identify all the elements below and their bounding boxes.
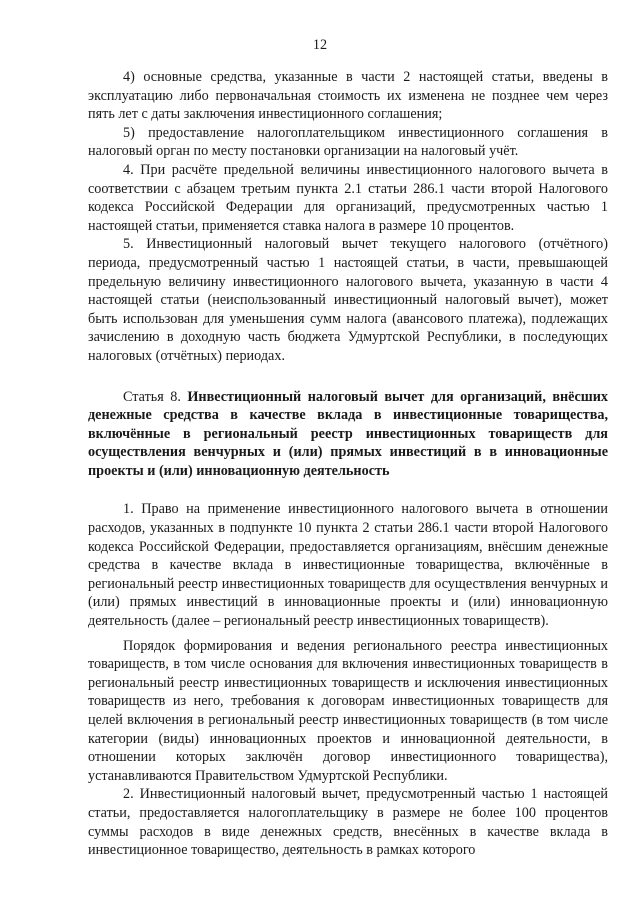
paragraph-registry-procedure: Порядок формирования и ведения регионального реестра инвестиционных товариществ, в том числе основания для включения инвестиционных товариществ в региональный реестр инвестиционных товариществ и исключения инвестиционных товариществ из него, требования к договорам инвестиционных товариществ для целей включения в региональный реестр инвестиционных товариществ (в том числе категории (виды) инновационных проектов и инновационной деятельности, в отношении которых заключён договор инвестиционного товарищества), устанавливаются Правительством Удмуртской Республики. [88,637,608,784]
paragraph-item-5: 5) предоставление налогоплательщиком инвестиционного соглашения в налоговый орган по месту постановки организации на налоговый учёт. [88,124,608,160]
paragraph-item-4: 4) основные средства, указанные в части 2 настоящей статьи, введены в эксплуатацию либо первоначальная стоимость их изменена не позднее чем через пять лет с даты заключения инвестиционного соглашения; [88,69,608,123]
paragraph-article-part-1: 1. Право на применение инвестиционного налогового вычета в отношении расходов, указанных в подпункте 10 пункта 2 статьи 286.1 части второй Налогового кодекса Российской Федерации, предоставляется организациям, внёсшим денежные средства в качестве вклада в инвестиционные товарищества, включённые в региональный реестр инвестиционных товариществ для осуществления венчурных и (или) прямых инвестиций в инновационные проекты и (или) инновационную деятельность (далее – региональный реестр инвестиционных товариществ). [88,501,608,630]
article-heading [88,388,608,481]
document-body [88,68,608,860]
paragraph-part-4: 4. При расчёте предельной величины инвестиционного налогового вычета в соответствии с абзацем третьим пункта 2.1 статьи 286.1 части второй Налогового кодекса Российской Федерации для организаций, предусмотренных частью 1 настоящей статьи, применяется ставка налога в размере 10 процентов. [88,161,608,234]
article-label: Статья 8. [123,388,181,405]
article-title: Инвестиционный налоговый вычет для организаций, внёсших денежные средства в качестве вклада в инвестиционные товарищества, включённые в региональный реестр инвестиционных товариществ для осуществления венчурных и (или) прямых инвестиций в в инновационные проекты и (или) инновационную деятельность [88,388,609,479]
page-number: 12 [312,37,328,53]
paragraph-part-5: 5. Инвестиционный налоговый вычет текущего налогового (отчётного) периода, предусмотренный частью 1 настоящей статьи, в части, превышающей предельную величину инвестиционного налогового вычета, указанную в части 4 настоящей статьи (неиспользованный инвестиционный налоговый вычет), может быть использован для уменьшения сумм налога (авансового платежа), подлежащих зачислению в доходную часть бюджета Удмуртской Республики, в последующих налоговых (отчётных) периодах. [88,236,608,364]
paragraph-article-part-2: 2. Инвестиционный налоговый вычет, предусмотренный частью 1 настоящей статьи, предоставляется налогоплательщику в размере не более 100 процентов суммы расходов в виде денежных средств, внесённых в качестве вклада в инвестиционное товарищество, деятельность в рамках которого [88,786,608,859]
